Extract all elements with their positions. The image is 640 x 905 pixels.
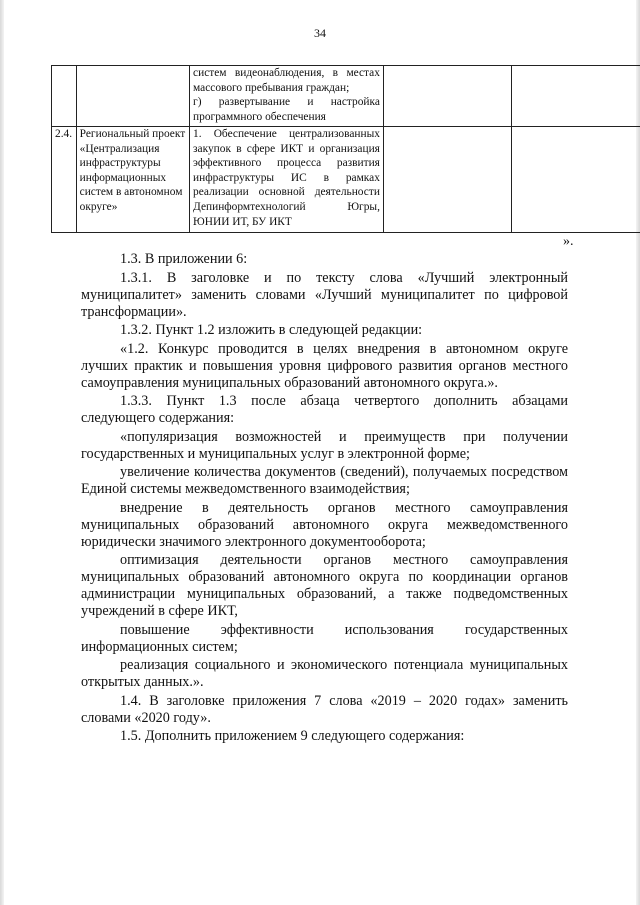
task-line-4: программного обеспечения xyxy=(193,110,326,123)
closing-quote: ». xyxy=(563,234,574,249)
paragraph: внедрение в деятельность органов местного самоуправления муниципальных образований автономного округа межведомственного юридически значимого электронного документооборота; xyxy=(81,499,568,550)
project-name: Региональный проект «Централизация инфраструктуры информационных систем в автономном округе» xyxy=(76,127,189,233)
paragraph: 1.3. В приложении 6: xyxy=(120,251,248,267)
paragraph: оптимизация деятельности органов местного самоуправления муниципальных образований автономного округа по координации органов администрации муниципальных образований, а также подведомственных учреждений в сфере ИКТ, xyxy=(81,552,568,619)
task-line-2: массового пребывания граждан; xyxy=(193,81,350,94)
paragraph: 1.3.2. Пункт 1.2 изложить в следующей редакции: xyxy=(120,322,423,338)
task-line-1: систем видеонаблюдения, в местах xyxy=(193,67,380,79)
paragraph: «популяризация возможностей и преимуществ при получении государственных и муниципальных услуг в электронной форме; xyxy=(81,428,568,462)
responsible-cell xyxy=(383,127,512,233)
paragraph: 1.5. Дополнить приложением 9 следующего содержания: xyxy=(120,728,465,744)
paragraph: 1.3.1. В заголовке и по тексту слова «Лучший электронный муниципалитет» заменить словами «Лучший муниципалитет по цифровой трансформации». xyxy=(81,269,568,320)
paragraph: 1.4. В заголовке приложения 7 слова «2019 – 2020 годах» заменить словами «2020 году». xyxy=(81,692,568,726)
page-number: 34 xyxy=(314,26,326,40)
task-text xyxy=(190,66,384,127)
table-row-continued xyxy=(52,66,640,127)
program-table xyxy=(51,65,640,233)
table-row-2-4 xyxy=(52,127,640,233)
page-left-edge xyxy=(0,0,4,905)
responsible-cell xyxy=(512,66,640,127)
responsible-cell xyxy=(383,66,512,127)
task-line-3: г) развертывание и настройка xyxy=(193,96,380,109)
paragraph: реализация социального и экономического потенциала муниципальных открытых данных.». xyxy=(81,657,568,690)
paragraph: «1.2. Конкурс проводится в целях внедрения в автономном округе лучших практик и повышения уровня цифрового развития органов местного самоуправления муниципальных образований автономного округа.». xyxy=(81,340,568,391)
paragraph: повышение эффективности использования государственных информационных систем; xyxy=(81,621,568,655)
row-number: 2.4. xyxy=(52,127,77,233)
project-name xyxy=(76,66,189,127)
row-number xyxy=(52,66,77,127)
paragraph: увеличение количества документов (сведений), получаемых посредством Единой системы межведомственного взаимодействия; xyxy=(81,464,568,497)
paragraph: 1.3.3. Пункт 1.3 после абзаца четвертого дополнить абзацами следующего содержания: xyxy=(81,393,568,426)
document-body xyxy=(81,251,568,747)
responsible-cell xyxy=(512,127,640,233)
task-text: 1. Обеспечение централизованных закупок в сфере ИКТ и организация эффективного процесса развития инфраструктуры ИС в рамках реализации основной деятельности Депинформтехнологий Югры, ЮНИИ ИТ, БУ ИКТ xyxy=(190,127,384,233)
